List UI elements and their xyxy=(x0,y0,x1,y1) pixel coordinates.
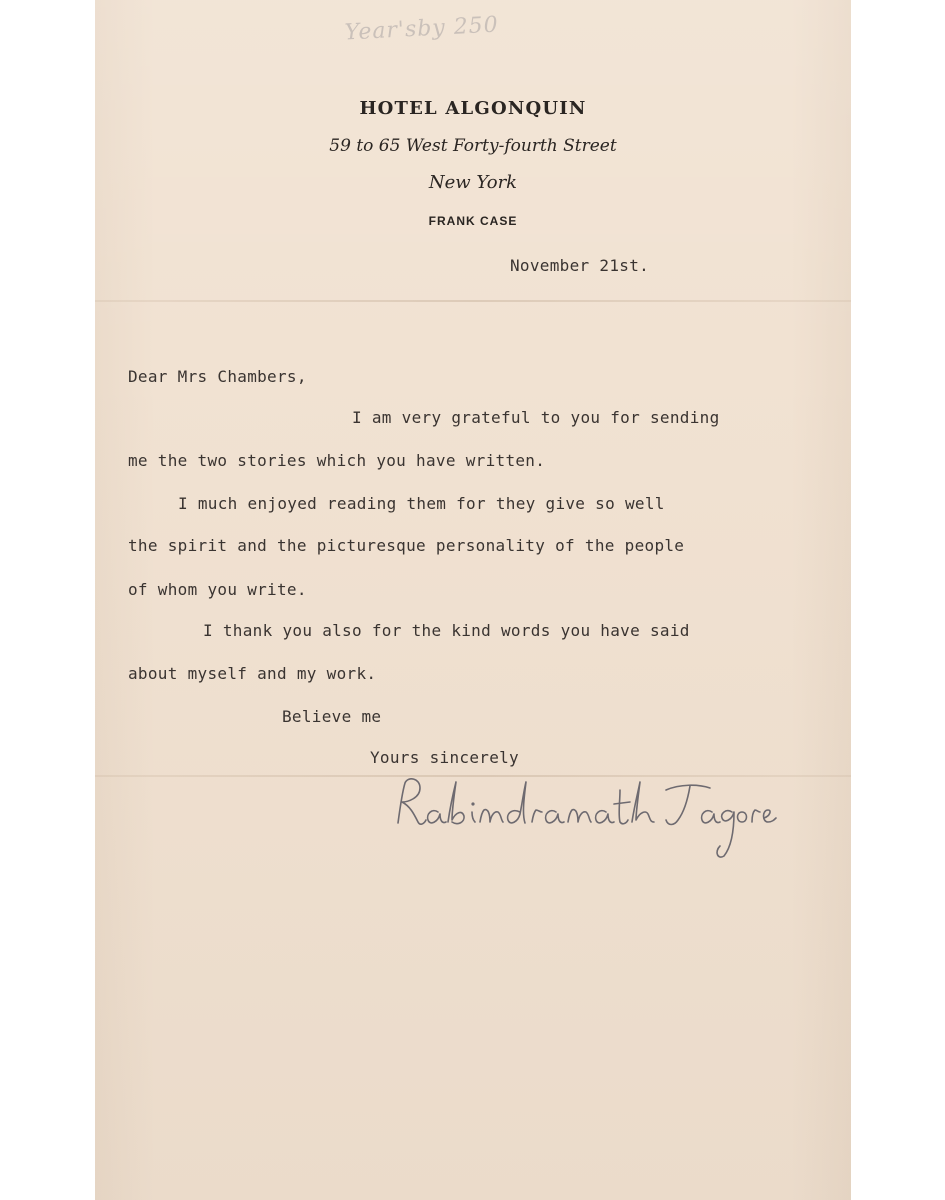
body-line: about myself and my work. xyxy=(128,664,377,683)
body-line: I am very grateful to you for sending xyxy=(352,408,720,427)
closing-believe-me: Believe me xyxy=(282,707,382,726)
letter-salutation: Dear Mrs Chambers, xyxy=(128,367,307,386)
closing-yours-sincerely: Yours sincerely xyxy=(370,748,519,767)
letter-date: November 21st. xyxy=(510,256,650,275)
handwritten-signature xyxy=(380,768,760,868)
body-line: of whom you write. xyxy=(128,580,307,599)
signature-drawing xyxy=(380,768,760,868)
letterhead-hotel-name: HOTEL ALGONQUIN xyxy=(359,98,587,119)
letterhead-manager: FRANK CASE xyxy=(428,214,518,228)
body-line: I thank you also for the kind words you have said xyxy=(203,621,690,640)
pencil-annotation: Year'sby 250 xyxy=(344,12,500,46)
body-line: the spirit and the picturesque personality of the people xyxy=(128,536,685,555)
body-line: me the two stories which you have written. xyxy=(128,451,546,470)
letterhead-city: New York xyxy=(428,172,518,193)
paper-fold-upper xyxy=(95,300,851,302)
letterhead-address: 59 to 65 West Forty-fourth Street xyxy=(329,136,617,156)
letter-paper xyxy=(95,0,851,1200)
body-line: I much enjoyed reading them for they give so well xyxy=(178,494,665,513)
